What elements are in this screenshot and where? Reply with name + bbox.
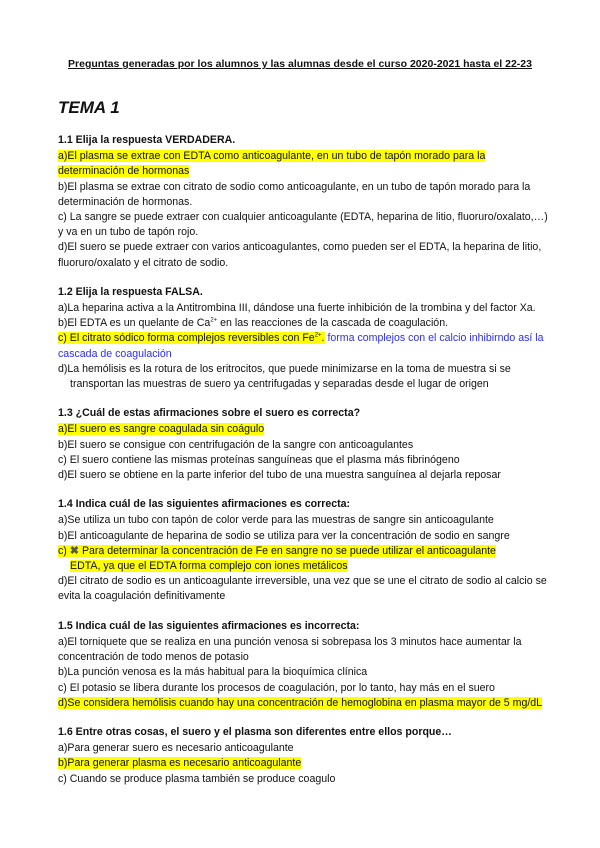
question-header: 1.6 Entre otras cosas, el suero y el plasma son diferentes entre ellos porque… [58, 725, 452, 738]
superscript: 2+ [314, 332, 322, 339]
document-title: Preguntas generadas por los alumnos y las alumnas desde el curso 2020-2021 hasta el 22-23 [68, 58, 532, 70]
question-header: 1.1 Elija la respuesta VERDADERA. [58, 134, 236, 146]
question-1-2 [58, 285, 550, 392]
question-1-4 [58, 497, 550, 604]
option-a: a)Se utiliza un tubo con tapón de color verde para las muestras de sangre sin anticoagulante [58, 514, 494, 527]
option-b-correct: b)Para generar plasma es necesario anticoagulante [58, 757, 302, 770]
option-c: c) El potasio se libera durante los procesos de coagulación, por lo tanto, hay más en el suero [58, 681, 495, 694]
option-c-correct [58, 544, 550, 559]
option-d-continued: transportan las muestras de suero ya centrifugadas y separadas desde el lugar de origen [70, 378, 489, 391]
option-text: b)El EDTA es un quelante de Ca [58, 317, 211, 330]
option-d: d)El suero se puede extraer con varios anticoagulantes, como pueden ser el EDTA, la heparina de litio, fluoruro/oxalato y el citrato de sodio. [58, 241, 542, 269]
question-header: 1.3 ¿Cuál de estas afirmaciones sobre el suero es correcta? [58, 407, 361, 420]
option-b: b)El plasma se extrae con citrato de sodio como anticoagulante, en un tubo de tapón morado para la determinación de hormonas. [58, 180, 531, 208]
option-text: c) El citrato sódico forma complejos reversibles con Fe [58, 332, 315, 345]
option-c-correct [58, 331, 550, 361]
question-1-5 [58, 619, 550, 711]
correction-note: forma complejos con el calcio inhibirndo así la cascada de coagulación [58, 332, 544, 360]
option-d-correct: d)Se considera hemólisis cuando hay una concentración de hemoglobina en plasma mayor de 5 mg/dL [58, 696, 543, 709]
option-c: c) Cuando se produce plasma también se produce coagulo [58, 772, 336, 785]
option-a-correct: a)El plasma se extrae con EDTA como anticoagulante, en un tubo de tapón morado para la determinación de hormonas [58, 150, 486, 178]
option-b: b)El anticoagulante de heparina de sodio se utiliza para ver la concentración de sodio en sangre [58, 529, 510, 542]
option-a: a)La heparina activa a la Antitrombina III, dándose una fuerte inhibición de la trombina y del factor Xa. [58, 302, 536, 315]
option-text: . [321, 332, 325, 345]
question-1-6 [58, 725, 550, 787]
cross-mark-icon: ✖ [69, 544, 79, 557]
option-b: b)El suero se consigue con centrifugación de la sangre con anticoagulantes [58, 438, 414, 451]
option-label: c) [58, 544, 67, 557]
option-text: en las reacciones de la cascada de coagulación. [217, 317, 449, 330]
option-c: c) El suero contiene las mismas proteínas sanguíneas que el plasma más fibrinógeno [58, 453, 460, 466]
question-header: 1.2 Elija la respuesta FALSA. [58, 285, 203, 298]
option-c-continued: EDTA, ya que el EDTA forma complejo con iones metálicos [70, 560, 348, 573]
question-header: 1.5 Indica cuál de las siguientes afirmaciones es incorrecta: [58, 619, 360, 632]
question-1-1 [58, 133, 550, 271]
option-c: c) La sangre se puede extraer con cualquier anticoagulante (EDTA, heparina de litio, fluoruro/oxalato,…) y va en un tubo de tapón rojo. [58, 211, 548, 239]
option-text: Para determinar la concentración de Fe en sangre no se puede utilizar el anticoagulante [79, 544, 496, 557]
option-a: a)Para generar suero es necesario anticoagulante [58, 742, 294, 755]
option-d: d)El citrato de sodio es un anticoagulante irreversible, una vez que se une el citrato de sodio al calcio se evita la coagulación definitivamente [58, 575, 547, 603]
superscript: 2+ [210, 317, 218, 324]
option-a-correct: a)El suero es sangre coagulada sin coágulo [58, 423, 265, 436]
question-header: 1.4 Indica cuál de las siguientes afirmaciones es correcta: [58, 498, 351, 511]
option-d: d)El suero se obtiene en la parte inferior del tubo de una muestra sanguínea al dejarla reposar [58, 469, 501, 482]
option-b [58, 316, 550, 331]
section-heading: TEMA 1 [58, 98, 120, 117]
option-a: a)El torniquete que se realiza en una punción venosa si sobrepasa los 3 minutos hace aumentar la concentración de todo menos de potasio [58, 635, 522, 664]
option-d: d)La hemólisis es la rotura de los eritrocitos, que puede minimizarse en la toma de muestra si se [58, 362, 511, 375]
option-b: b)La punción venosa es la más habitual para la bioquímica clínica [58, 666, 368, 679]
question-1-3 [58, 406, 550, 483]
